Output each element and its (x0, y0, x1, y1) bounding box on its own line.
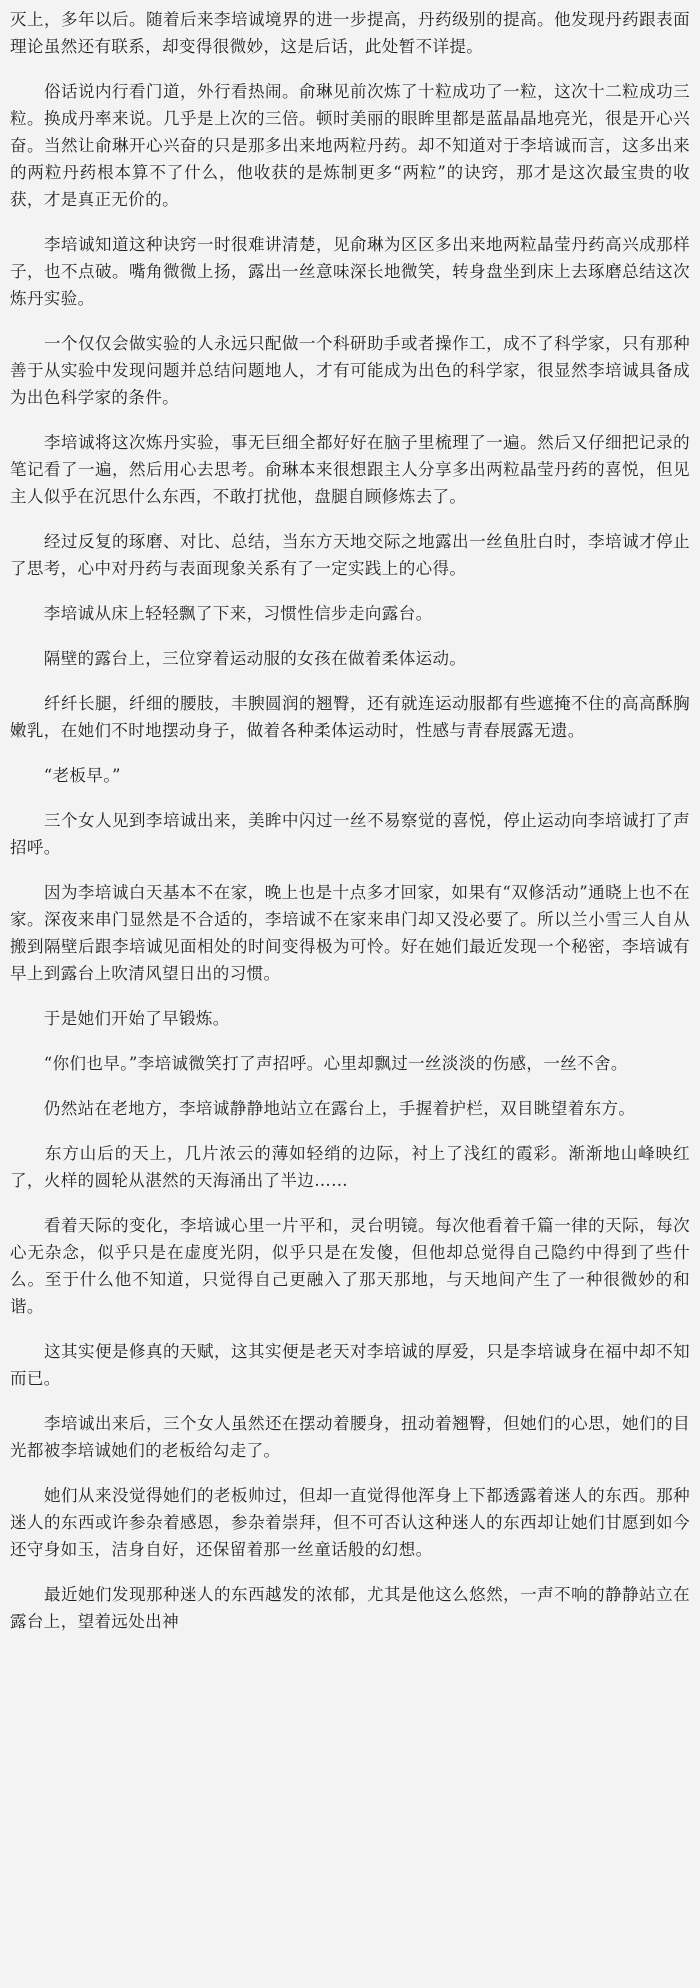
paragraph-21: 最近她们发现那种迷人的东西越发的浓郁，尤其是他这么悠然，一声不响的静静站立在露台上，望着远处出神 (10, 1585, 690, 1631)
paragraph-9: 纤纤长腿，纤细的腰肢，丰腴圆润的翘臀，还有就连运动服都有些遮掩不住的高高酥胸嫩乳，在她们不时地摆动身子，做着各种柔体运动时，性感与青春展露无遗。 (10, 694, 690, 740)
paragraph-17: 看着天际的变化，李培诚心里一片平和，灵台明镜。每次他看着千篇一律的天际，每次心无杂念，似乎只是在虚度光阴，似乎只是在发傻，但他却总觉得自己隐约中得到了些什么。至于什么他不知道，只觉得自己更融入了那天那地，与天地间产生了一种很微妙的和谐。 (10, 1216, 690, 1316)
paragraph-12: 因为李培诚白天基本不在家，晚上也是十点多才回家，如果有“双修活动”通晓上也不在家。深夜来串门显然是不合适的，李培诚不在家来串门却又没必要了。所以兰小雪三人自从搬到隔壁后跟李培诚见面相处的时间变得极为可怜。好在她们最近发现一个秘密，李培诚有早上到露台上吹清风望日出的习惯。 (10, 883, 690, 983)
paragraph-6: 经过反复的琢磨、对比、总结，当东方天地交际之地露出一丝鱼肚白时，李培诚才停止了思考，心中对丹药与表面现象关系有了一定实践上的心得。 (10, 532, 690, 578)
paragraph-15: 仍然站在老地方，李培诚静静地站立在露台上，手握着护栏，双目眺望着东方。 (10, 1099, 636, 1118)
paragraph-20: 她们从来没觉得她们的老板帅过，但却一直觉得他浑身上下都透露着迷人的东西。那种迷人的东西或许参杂着感恩，参杂着崇拜，但不可否认这种迷人的东西却让她们甘愿到如今还守身如玉，洁身自好，还保留着那一丝童话般的幻想。 (10, 1486, 690, 1559)
paragraph-3: 李培诚知道这种诀窍一时很难讲清楚，见俞琳为区区多出来地两粒晶莹丹药高兴成那样子，也不点破。嘴角微微上扬，露出一丝意味深长地微笑，转身盘坐到床上去琢磨总结这次炼丹实验。 (10, 235, 690, 308)
paragraph-2: 俗话说内行看门道，外行看热闹。俞琳见前次炼了十粒成功了一粒，这次十二粒成功三粒。换成丹率来说。几乎是上次的三倍。顿时美丽的眼眸里都是蓝晶晶地亮光，很是开心兴奋。当然让俞琳开心兴奋的只是那多出来地两粒丹药。却不知道对于李培诚而言，这多出来的两粒丹药根本算不了什么，他收获的是炼制更多“两粒”的诀窍，那才是这次最宝贵的收获，才是真正无价的。 (10, 82, 690, 209)
paragraph-13: 于是她们开始了早锻炼。 (10, 1009, 230, 1028)
paragraph-8: 隔壁的露台上，三位穿着运动服的女孩在做着柔体运动。 (10, 649, 467, 668)
paragraph-10: “老板早。” (10, 766, 121, 785)
paragraph-19: 李培诚出来后，三个女人虽然还在摆动着腰身，扭动着翘臀，但她们的心思，她们的目光都被李培诚她们的老板给勾走了。 (10, 1414, 690, 1460)
paragraph-5: 李培诚将这次炼丹实验，事无巨细全都好好在脑子里梳理了一遍。然后又仔细把记录的笔记看了一遍，然后用心去思考。俞琳本来很想跟主人分享多出两粒晶莹丹药的喜悦，但见主人似乎在沉思什么东西，不敢打扰他，盘腿自顾修炼去了。 (10, 433, 690, 506)
paragraph-18: 这其实便是修真的天赋，这其实便是老天对李培诚的厚爱，只是李培诚身在福中却不知而已。 (10, 1342, 690, 1388)
paragraph-7: 李培诚从床上轻轻飘了下来，习惯性信步走向露台。 (10, 604, 433, 623)
paragraph-4: 一个仅仅会做实验的人永远只配做一个科研助手或者操作工，成不了科学家，只有那种善于从实验中发现问题并总结问题地人，才有可能成为出色的科学家，很显然李培诚具备成为出色科学家的条件。 (10, 334, 690, 407)
paragraph-16: 东方山后的天上，几片浓云的薄如轻绡的边际，衬上了浅红的霞彩。渐渐地山峰映红了，火样的圆轮从湛然的天海涌出了半边…… (10, 1144, 690, 1190)
paragraph-11: 三个女人见到李培诚出来，美眸中闪过一丝不易察觉的喜悦，停止运动向李培诚打了声招呼。 (10, 811, 690, 857)
paragraph-1: 灭上，多年以后。随着后来李培诚境界的进一步提高，丹药级别的提高。他发现丹药跟表面理论虽然还有联系，却变得很微妙，这是后话，此处暂不详提。 (10, 10, 690, 56)
paragraph-14: “你们也早。”李培诚微笑打了声招呼。心里却飘过一丝淡淡的伤感，一丝不舍。 (10, 1054, 628, 1073)
